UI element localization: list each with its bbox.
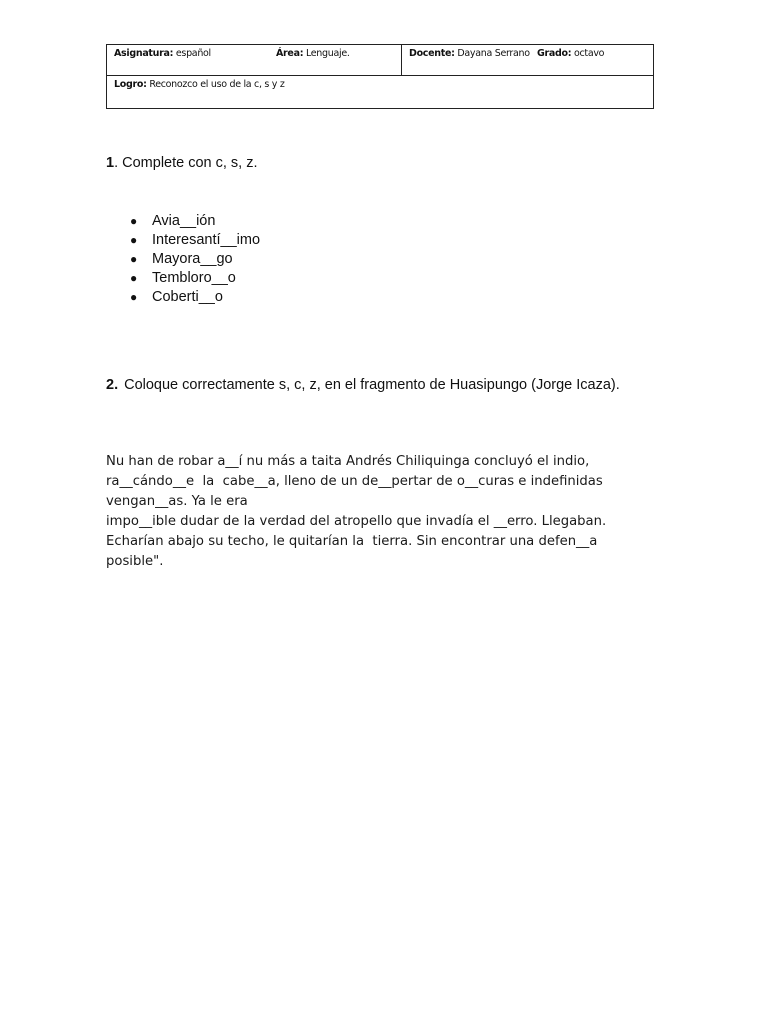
list-item-text: Coberti__o [152, 289, 223, 305]
subject-area-cell [107, 45, 402, 76]
docente-value: Dayana Serrano [457, 48, 530, 59]
question-2 [106, 377, 620, 393]
grado-field [537, 48, 604, 59]
fragment-line: ra__cándo__e la cabe__a, lleno de un de__pertar de o__curas e indefinidas [106, 474, 603, 489]
teacher-grade-cell [402, 45, 654, 76]
fragment-line: Nu han de robar a__í nu más a taita Andrés Chiliquinga concluyó el indio, [106, 454, 590, 469]
list-item [130, 231, 260, 250]
bullet-icon: ● [130, 233, 138, 247]
header-row-2 [107, 76, 654, 109]
area-label: Área: [276, 48, 304, 59]
header-table [106, 44, 654, 109]
list-item-text: Interesantí__imo [152, 232, 261, 248]
list-item-text: Tembloro__o [152, 270, 236, 286]
asignatura-value: español [175, 48, 211, 59]
bullet-icon: ● [130, 214, 138, 228]
bullet-icon: ● [130, 290, 138, 304]
word-list [130, 212, 260, 307]
question-1 [106, 155, 258, 171]
grado-label: Grado: [537, 48, 572, 59]
list-item [130, 250, 260, 269]
fragment-line: impo__ible dudar de la verdad del atropello que invadía el __erro. Llegaban. [106, 514, 607, 529]
list-item [130, 212, 260, 231]
logro-cell [107, 76, 654, 109]
area-field [276, 48, 350, 59]
huasipungo-fragment [106, 452, 666, 572]
list-item-text: Avia__ión [152, 213, 216, 229]
list-item [130, 288, 260, 307]
question-1-text: . Complete con c, s, z. [114, 155, 258, 171]
fragment-line: vengan__as. Ya le era [106, 494, 248, 509]
bullet-icon: ● [130, 252, 138, 266]
docente-label: Docente: [409, 48, 455, 59]
bullet-icon: ● [130, 271, 138, 285]
asignatura-label: Asignatura: [114, 48, 174, 59]
area-value: Lenguaje. [305, 48, 350, 59]
question-2-number: 2. [106, 377, 119, 393]
fragment-line: posible". [106, 554, 164, 569]
list-item [130, 269, 260, 288]
logro-label: Logro: [114, 79, 147, 90]
grado-value: octavo [573, 48, 605, 59]
logro-value: Reconozco el uso de la c, s y z [149, 79, 285, 90]
header-row-1 [107, 45, 654, 76]
question-1-number: 1 [106, 155, 115, 171]
list-item-text: Mayora__go [152, 251, 233, 267]
fragment-line: Echarían abajo su techo, le quitarían la tierra. Sin encontrar una defen__a [106, 534, 598, 549]
question-2-text: Coloque correctamente s, c, z, en el fragmento de Huasipungo (Jorge Icaza). [124, 377, 620, 393]
